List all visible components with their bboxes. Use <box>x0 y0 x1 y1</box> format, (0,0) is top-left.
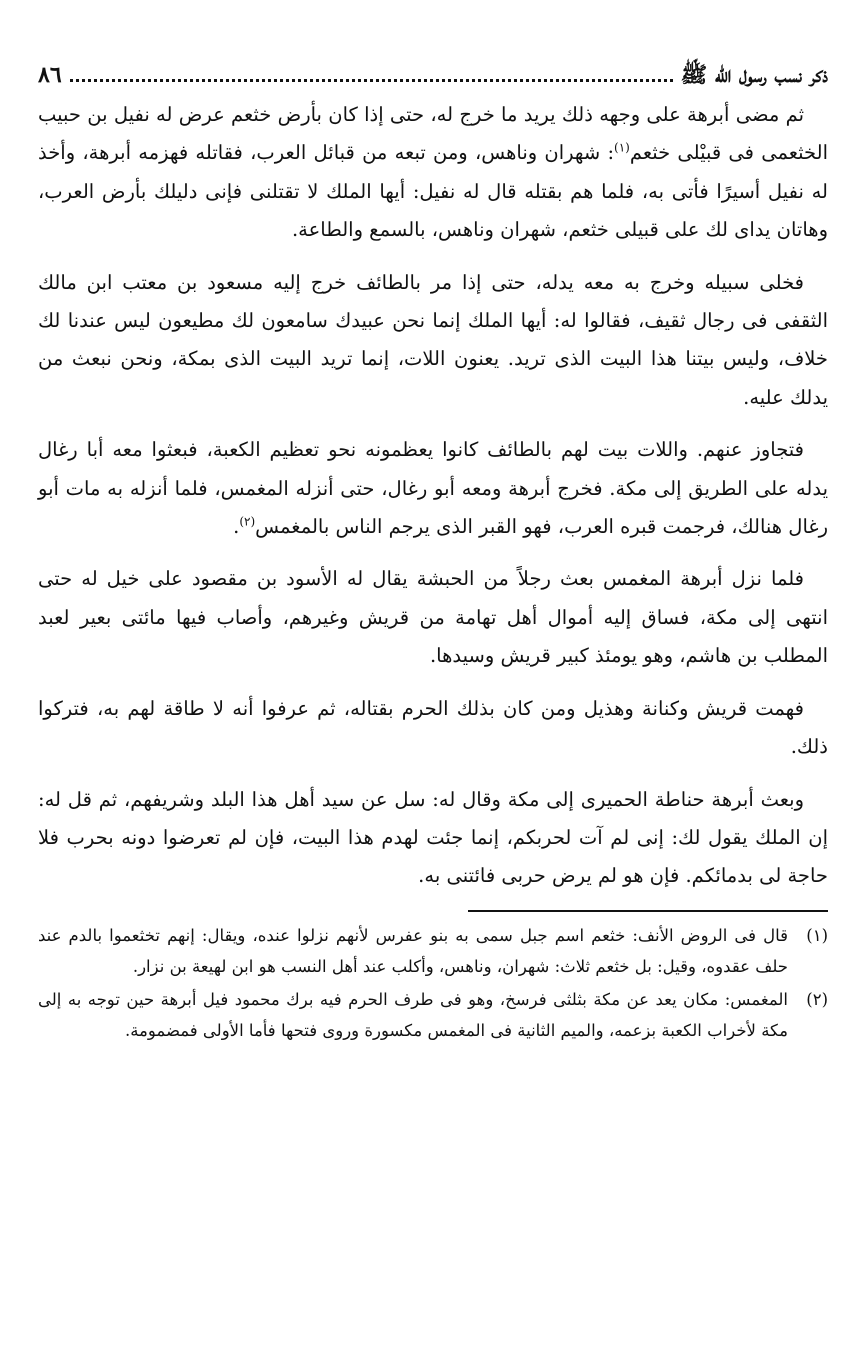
paragraph-text: فخلى سبيله وخرج به معه يدله، حتى إذا مر بالطائف خرج إليه مسعود بن معتب ابن مالك الثقفى فى رجال ثقيف، فقالوا له: أيها الملك إنما نحن عبيدك سامعون لك مطيعون ليس عندنا لك خلاف، وليس بيتنا هذا البيت الذى تريد. يعنون اللات، إنما تريد البيت الذى بمكة، ونحن نبعث من يدلك عليه. <box>38 270 828 409</box>
footnote-marker: (٢) <box>239 514 256 529</box>
paragraph-text: : شهران وناهس، ومن تبعه من قبائل العرب، فقاتله فهزمه أبرهة، وأخذ له نفيل أسيرًا فأتى به، فلما هم بقتله قال له نفيل: أيها الملك لا تقتلنى فإنى دليلك بأرض العرب، وهاتان يداى لك على قبيلى خثعم، شهران وناهس، بالسمع والطاعة. <box>38 141 828 242</box>
footnote-number: (١) <box>806 925 828 945</box>
paragraph <box>38 560 828 675</box>
page-number: ٨٦ <box>38 62 62 88</box>
footnote <box>38 984 828 1046</box>
paragraph <box>38 690 828 767</box>
dotted-leader <box>70 79 673 82</box>
paragraph <box>38 264 828 418</box>
body-text <box>38 96 828 896</box>
footnote-separator <box>468 910 828 912</box>
paragraph <box>38 96 828 250</box>
paragraph-text: فهمت قريش وكنانة وهذيل ومن كان بذلك الحرم بقتاله، ثم عرفوا أنه لا طاقة لهم به، فتركوا ذلك. <box>38 696 828 759</box>
footnote-text: المغمس: مكان يعد عن مكة بثلثى فرسخ، وهو فى طرف الحرم فيه برك محمود فيل أبرهة حين توجه به إلى مكة لأخراب الكعبة بزعمه، والميم الثانية فى المغمس مكسورة وروى فتحها فأما الأولى فمضمومة. <box>38 989 788 1040</box>
footnotes <box>38 920 828 1046</box>
paragraph-text: وبعث أبرهة حناطة الحميرى إلى مكة وقال له: سل عن سيد أهل هذا البلد وشريفهم، ثم قل له: إن الملك يقول لك: إنى لم آت لحربكم، إنما جئت لهدم هذا البيت، فإن لم تعرضوا دونه بحرب فلا حاجة لى بدمائكم. فإن هو لم يرض حربى فائتنى به. <box>38 787 828 888</box>
paragraph-text: فتجاوز عنهم. واللات بيت لهم بالطائف كانوا يعظمونه نحو تعظيم الكعبة، فبعثوا معه أبا رغال يدله على الطريق إلى مكة. فخرج أبرهة ومعه أبو رغال، حتى أنزله المغمس، فلما أنزله به مات أبو رغال هنالك، فرجمت قبره العرب، فهو القبر الذى يرجم الناس بالمغمس <box>38 438 828 539</box>
footnote <box>38 920 828 982</box>
running-header <box>38 58 828 92</box>
footnote-text: قال فى الروض الأنف: خثعم اسم جبل سمى به بنو عفرس لأنهم نزلوا عنده، ويقال: إنهم تخثعموا بالدم عند حلف عقدوه، وقيل: بل خثعم ثلاث: شهران، وناهس، وأكلب عند أهل النسب هو ابن لهيعة بن نزار. <box>38 925 788 976</box>
paragraph-text: فلما نزل أبرهة المغمس بعث رجلاً من الحبشة يقال له الأسود بن مقصود على خيل له حتى انتهى إلى مكة، فساق إليه أموال أهل تهامة من قريش وغيرهم، وأصاب فيها مائتى بعير لعبد المطلب بن هاشم، وهو يومئذ كبير قريش وسيدها. <box>38 567 828 668</box>
paragraph-text: ثم مضى أبرهة على وجهه ذلك يريد ما خرج له، حتى إذا كان بأرض خثعم عرض له نفيل بن حبيب الخثعمى فى قبيْلى خثعم <box>38 103 828 165</box>
footnote-number: (٢) <box>806 989 828 1009</box>
paragraph <box>38 781 828 896</box>
paragraph <box>38 431 828 546</box>
chapter-title: ذكر نسب رسول الله ﷺ <box>680 62 828 88</box>
paragraph-text: . <box>233 515 240 539</box>
footnote-marker: (١) <box>614 140 630 155</box>
